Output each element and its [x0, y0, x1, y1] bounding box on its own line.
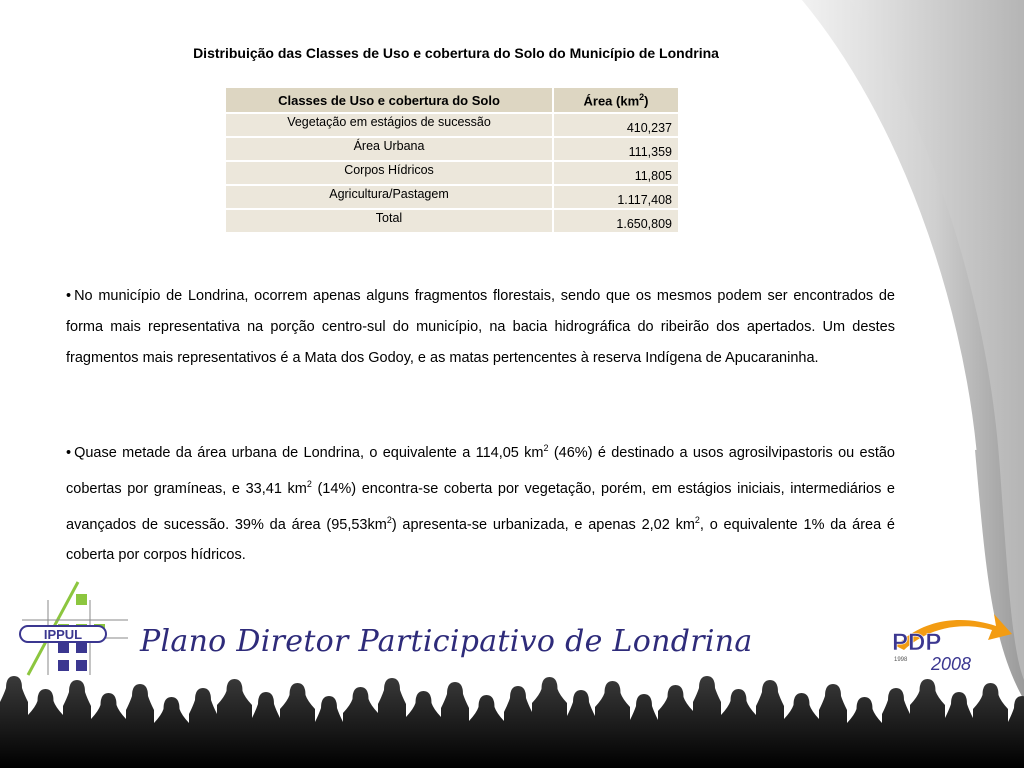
pdp-logo-year: 2008 — [931, 654, 972, 674]
row-area: 111,359 — [553, 137, 679, 161]
table-row — [225, 185, 679, 209]
paragraph-text: No município de Londrina, ocorrem apenas alguns fragmentos florestais, sendo que os mesmos podem ser encontrados de forma mais representativa na porção centro-sul do município, na bacia hidrográfica do ribeirão dos apertados. Um destes fragmentos mais representativos é a Mata dos Godoy, e as matas pertencentes à reserva Indígena de Apucaraninha. — [66, 288, 895, 366]
paragraph-forest-fragments — [66, 281, 895, 374]
slide-title: Distribuição das Classes de Uso e cobertura do Solo do Município de Londrina — [193, 45, 719, 61]
land-use-table — [224, 86, 680, 234]
table-row — [225, 113, 679, 137]
pdp-2008-logo — [876, 606, 1016, 678]
bullet: • — [66, 444, 72, 461]
table-row — [225, 161, 679, 185]
pdp-logo-small: 1998 — [894, 657, 908, 663]
crowd-silhouette — [0, 670, 1024, 768]
ippul-logo-text: IPPUL — [43, 627, 83, 642]
table-row-total — [225, 209, 679, 233]
row-area: 1.117,408 — [553, 185, 679, 209]
row-area: 1.650,809 — [553, 209, 679, 233]
paragraph-urban-area: • Quase metade da área urbana de Londrina, o equivalente a 114,05 $km^2$ (46%) é destinado a usos agrosilvipastoris ou estão cobertas por gramíneas, e 33,41 $km^2$ (14%) encontra-se coberta por vegetação, porém, em estágios iniciais, intermediários e avançados de sucessão. 39% da área $(95,53km^2)$ apresenta-se urbanizada, e apenas 2,02 $km^2$, o equivalente 1% da área é coberta por corpos hídricos. — [66, 443, 895, 564]
table-row — [225, 137, 679, 161]
bullet: • — [66, 288, 72, 304]
row-area: 410,237 — [553, 113, 679, 137]
row-class: Agricultura/Pastagem — [225, 185, 553, 209]
header-area: Área $(km^2)$ — [553, 87, 679, 113]
row-area: 11,805 — [553, 161, 679, 185]
row-class: Corpos Hídricos — [225, 161, 553, 185]
pdp-logo-text: PDP — [892, 629, 942, 656]
footer-title: Plano Diretor Participativo de Londrina — [140, 624, 753, 659]
row-class: Área Urbana — [225, 137, 553, 161]
header-class: Classes de Uso e cobertura do Solo — [225, 87, 553, 113]
ippul-logo — [18, 580, 138, 680]
table-header-row — [225, 87, 679, 113]
row-class: Total — [225, 209, 553, 233]
row-class: Vegetação em estágios de sucessão — [225, 113, 553, 137]
